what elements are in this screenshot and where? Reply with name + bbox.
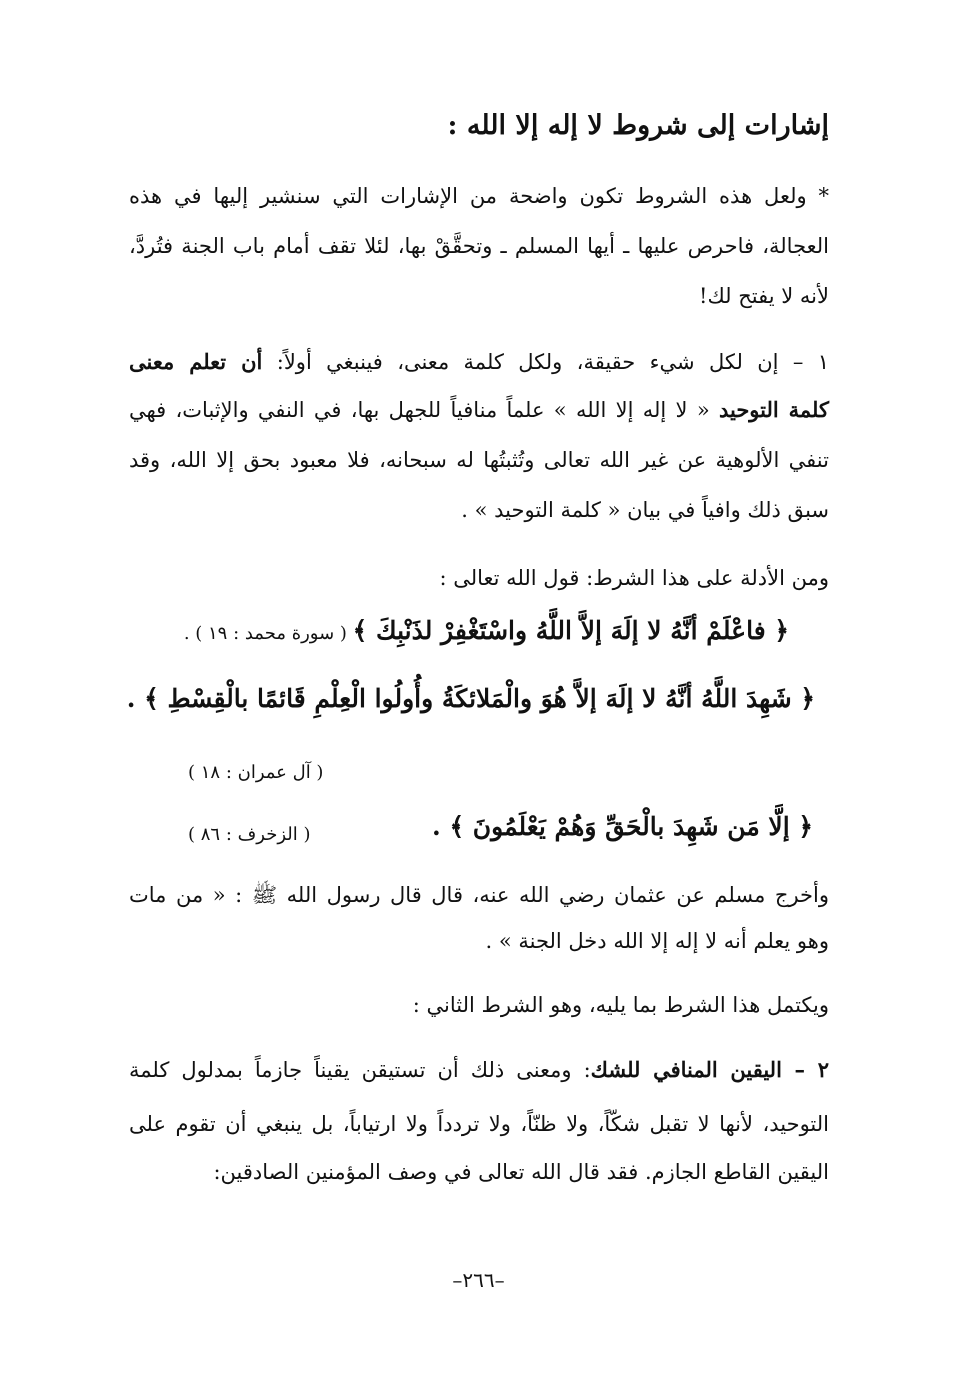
condition1-text: ١ – إن لكل شيء حقيقة، ولكل كلمة معنى، فينبغي أولاً: [262,350,829,374]
section-title: إشارات إلى شروط لا إله إلا الله : [447,110,829,141]
condition2-line-3: اليقين القاطع الجازم. فقد قال الله تعالى في وصف المؤمنين الصادقين: [213,1160,829,1184]
verse-2-reference: ( آل عمران : ١٨ ) [188,762,324,783]
condition1-line-3: تنفي الألوهية عن غير الله تعالى وتُثبتُها له سبحانه، فلا معبود بحق إلا الله، وقد [129,448,829,472]
condition1-emphasis: أن تعلم معنى [129,349,263,374]
condition2-text: : ومعنى ذلك أن تستيقن يقيناً جازماً بمدلول كلمة [129,1058,591,1082]
evidence-intro: ومن الأدلة على هذا الشرط: قول الله تعالى : [439,566,829,590]
completion-line: ويكتمل هذا الشرط بما يليه، وهو الشرط الثاني : [412,993,829,1017]
verse-2-text: ﴿ شَهِدَ اللَّهُ أنَّهُ لا إلَهَ إلاَّ هُوَ والْمَلائكَةُ وأُولُوا الْعِلْمِ قَائمًا بالْقِسْطِ ﴾ . [126,684,815,713]
intro-line-1: * ولعل هذه الشروط تكون واضحة من الإشارات التي سنشير إليها في هذه [129,184,829,208]
page-number: –٢٦٦– [452,1268,505,1292]
verse-1 [184,616,789,649]
condition1-line-2 [129,395,829,425]
condition1-text-2: « لا إله إلا الله » علماً منافياً للجهل بها، في النفي والإثبات، فهي [129,398,719,422]
hadith-line-1: وأخرج مسلم عن عثمان رضي الله عنه، قال قال رسول الله ﷺ : « من مات [129,883,829,907]
verse-1-reference: ( سورة محمد : ١٩ ) . [183,623,353,644]
verse-1-text: ﴿ فاعْلَمْ أنَّهُ لا إلَهَ إلاَّ اللَّهُ واسْتَغْفِرْ لذَنْبِكَ ﴾ [352,616,789,645]
intro-line-3: لأنه لا يفتح لك! [699,284,829,308]
verse-3-reference: ( الزخرف : ٨٦ ) [188,824,311,845]
condition2-line-2: التوحيد، لأنها لا تقبل شكّاً، ولا ظنّاً، ولا تردداً ولا ارتياباً، بل ينبغي أن تقوم على [129,1112,829,1136]
condition2-line-1 [129,1055,829,1085]
verse-3-text: ﴿ إلَّا مَن شَهِدَ بالْحَقِّ وَهُمْ يَعْلَمُونَ ﴾ . [432,812,813,841]
condition1-emphasis-2: كلمة التوحيد [718,397,830,422]
condition1-line-4: سبق ذلك وافياً في بيان « كلمة التوحيد » . [461,498,829,522]
intro-line-2: العجالة، فاحرص عليها ـ أيها المسلم ـ وتحقَّقْ بها، لئلا تقف أمام باب الجنة فتُردَّ، [129,234,829,258]
condition2-heading: ٢ – اليقين المنافي للشك [590,1057,829,1082]
hadith-line-2: وهو يعلم أنه لا إله إلا الله دخل الجنة » . [485,929,829,953]
condition1-line-1 [129,347,829,377]
